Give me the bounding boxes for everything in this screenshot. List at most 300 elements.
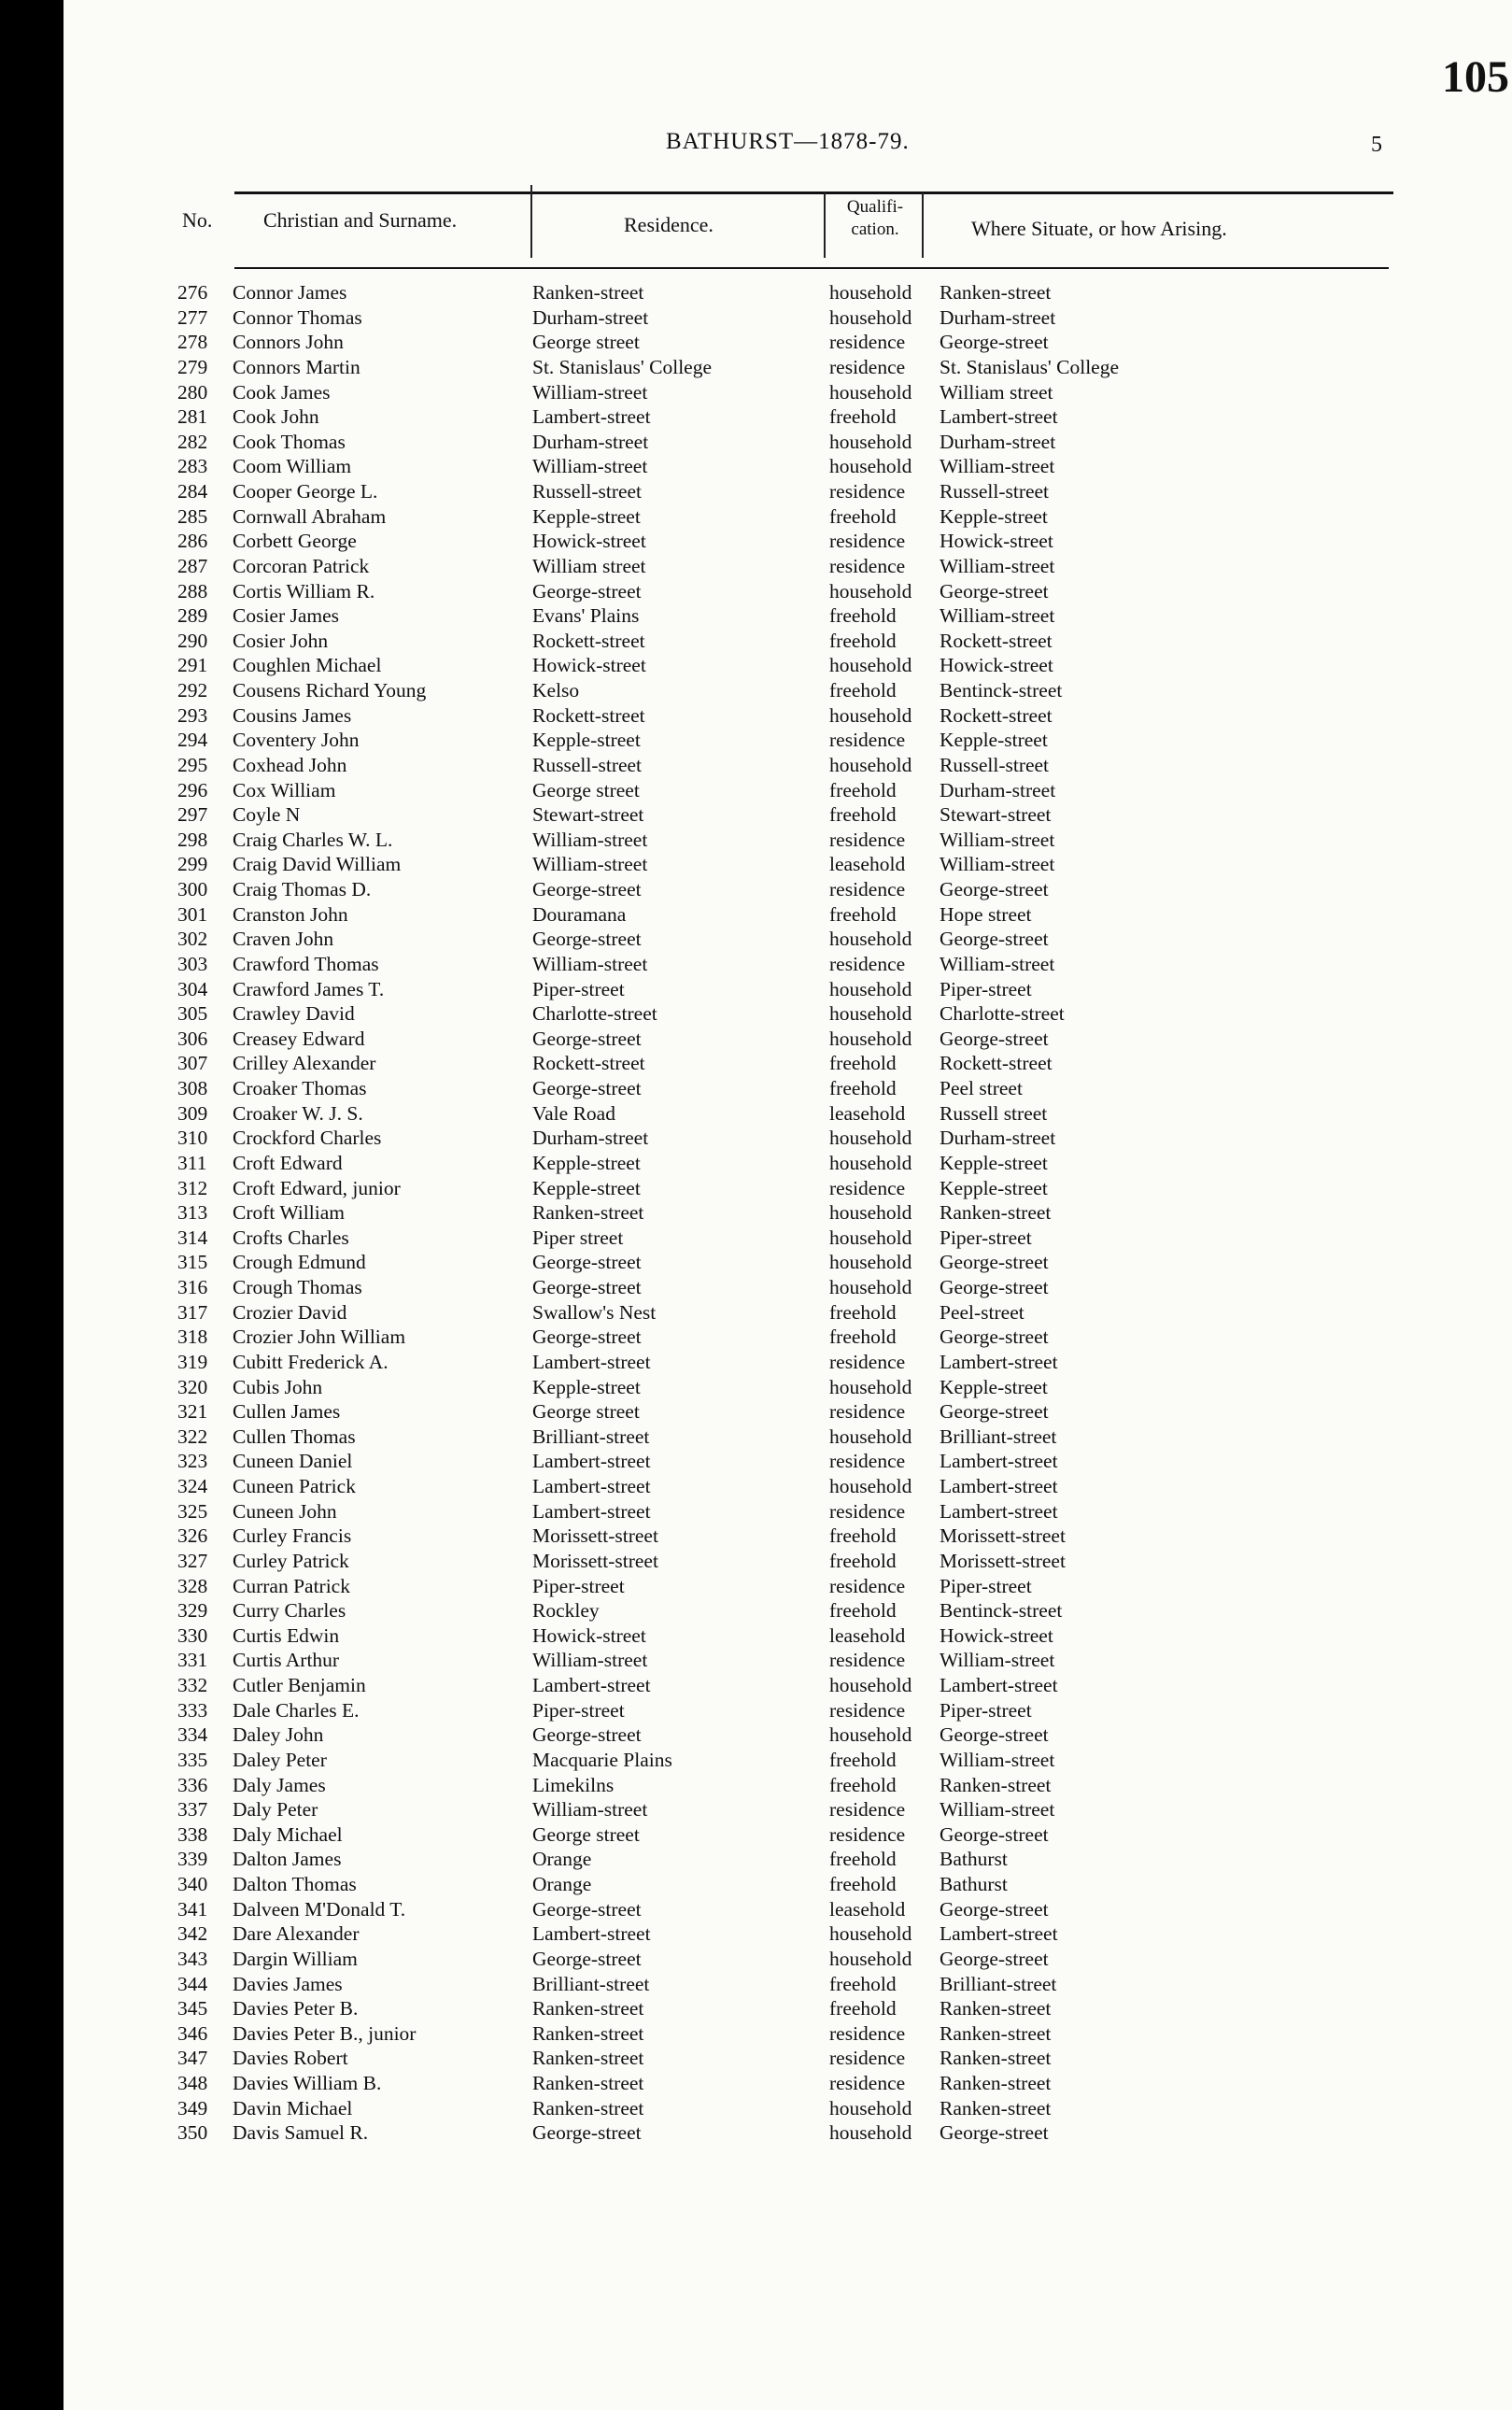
row-qualification: residence xyxy=(829,2021,906,2045)
table-row xyxy=(64,1748,1512,1773)
row-number: 297 xyxy=(177,803,208,827)
row-where-situate: Rockett-street xyxy=(940,1052,1053,1075)
table-row xyxy=(64,579,1512,604)
row-where-situate: William-street xyxy=(940,1649,1055,1672)
row-where-situate: Lambert-street xyxy=(940,1499,1058,1523)
table-row xyxy=(64,380,1512,405)
table-row xyxy=(64,1001,1512,1027)
row-where-situate: Ranken-street xyxy=(940,2047,1052,2070)
row-qualification: freehold xyxy=(829,1524,897,1548)
row-number: 332 xyxy=(177,1674,208,1696)
row-residence: Ranken-street xyxy=(532,1201,644,1225)
row-number: 284 xyxy=(177,480,208,503)
voter-list xyxy=(64,280,1512,2146)
row-number: 285 xyxy=(177,504,208,528)
row-where-situate: William-street xyxy=(940,554,1055,577)
row-name: Cutler Benjamin xyxy=(233,1674,366,1696)
table-row xyxy=(64,1126,1512,1151)
row-name: Daley Peter xyxy=(233,1748,327,1771)
row-residence: Piper-street xyxy=(532,1574,625,1597)
row-residence: Ranken-street xyxy=(532,1997,644,2020)
table-row xyxy=(64,1996,1512,2021)
row-name: Curley Francis xyxy=(233,1524,352,1548)
table-row xyxy=(64,977,1512,1002)
row-number: 279 xyxy=(177,355,208,378)
row-residence: George street xyxy=(532,1400,640,1424)
table-row xyxy=(64,653,1512,678)
row-residence: Howick-street xyxy=(532,1623,646,1647)
row-number: 329 xyxy=(177,1599,208,1623)
row-qualification: household xyxy=(829,430,912,453)
row-where-situate: Rockett-street xyxy=(940,629,1053,652)
row-residence: Morissett-street xyxy=(532,1524,658,1548)
column-divider xyxy=(530,185,532,258)
row-where-situate: Russell street xyxy=(940,1101,1048,1125)
header-qualification-line1: Qualifi- xyxy=(846,197,904,217)
row-residence: William-street xyxy=(532,853,648,876)
table-row xyxy=(64,1449,1512,1474)
row-where-situate: William street xyxy=(940,380,1053,404)
row-number: 301 xyxy=(177,902,208,926)
row-where-situate: Ranken-street xyxy=(940,1201,1052,1225)
row-number: 338 xyxy=(177,1822,208,1846)
row-name: Croaker Thomas xyxy=(233,1077,367,1099)
row-residence: George-street xyxy=(532,1947,642,1970)
row-number: 324 xyxy=(177,1475,208,1497)
row-residence: George-street xyxy=(532,579,642,602)
row-where-situate: George-street xyxy=(940,1326,1049,1349)
row-qualification: residence xyxy=(829,1649,906,1672)
row-qualification: residence xyxy=(829,480,906,503)
row-name: Davin Michael xyxy=(233,2096,353,2119)
row-residence: Kepple-street xyxy=(532,1151,641,1174)
row-qualification: residence xyxy=(829,952,906,975)
row-residence: Ranken-street xyxy=(532,281,644,304)
row-qualification: household xyxy=(829,380,912,404)
row-residence: St. Stanislaus' College xyxy=(532,355,712,378)
row-residence: Howick-street xyxy=(532,530,646,553)
row-residence: Kepple-street xyxy=(532,729,641,752)
row-where-situate: George-street xyxy=(940,878,1049,900)
row-residence: Durham-street xyxy=(532,305,649,329)
table-row xyxy=(64,703,1512,729)
row-qualification: freehold xyxy=(829,1873,897,1895)
row-qualification: residence xyxy=(829,331,906,354)
table-row xyxy=(64,454,1512,479)
table-row xyxy=(64,1574,1512,1599)
table-row xyxy=(64,1200,1512,1226)
row-name: Cortis William R. xyxy=(233,579,375,602)
row-residence: George-street xyxy=(532,928,642,951)
row-name: Cousens Richard Young xyxy=(233,679,427,702)
row-qualification: freehold xyxy=(829,1326,897,1349)
row-name: Curley Patrick xyxy=(233,1549,349,1572)
table-row xyxy=(64,603,1512,629)
row-name: Dalveen M'Donald T. xyxy=(233,1897,406,1921)
row-number: 327 xyxy=(177,1549,208,1572)
row-number: 349 xyxy=(177,2096,208,2119)
row-residence: Durham-street xyxy=(532,1127,649,1150)
header-top-rule xyxy=(234,191,1393,194)
table-row xyxy=(64,1872,1512,1897)
row-residence: Rockett-street xyxy=(532,1052,645,1075)
row-residence: George street xyxy=(532,1822,640,1846)
row-qualification: household xyxy=(829,1002,912,1026)
row-qualification: residence xyxy=(829,1400,906,1424)
row-where-situate: Ranken-street xyxy=(940,2072,1052,2094)
row-where-situate: Morissett-street xyxy=(940,1524,1066,1548)
row-name: Cuneen Patrick xyxy=(233,1475,356,1497)
row-number: 315 xyxy=(177,1251,208,1274)
row-where-situate: George-street xyxy=(940,1251,1049,1274)
table-row xyxy=(64,554,1512,579)
row-name: Craig Thomas D. xyxy=(233,878,372,900)
table-row xyxy=(64,2021,1512,2047)
row-qualification: residence xyxy=(829,828,906,851)
row-where-situate: Russell-street xyxy=(940,753,1050,776)
row-qualification: freehold xyxy=(829,902,897,926)
table-row xyxy=(64,753,1512,778)
table-row xyxy=(64,1051,1512,1076)
row-qualification: freehold xyxy=(829,1997,897,2020)
row-where-situate: Ranken-street xyxy=(940,281,1052,304)
row-where-situate: Russell-street xyxy=(940,480,1050,503)
table-row xyxy=(64,1425,1512,1450)
row-residence: Swallow's Nest xyxy=(532,1300,657,1324)
row-residence: Ranken-street xyxy=(532,2021,644,2045)
row-number: 306 xyxy=(177,1027,208,1050)
row-where-situate: George-street xyxy=(940,1400,1049,1424)
column-divider xyxy=(824,192,826,258)
row-name: Dargin William xyxy=(233,1947,358,1970)
row-qualification: residence xyxy=(829,1822,906,1846)
row-where-situate: Bentinck-street xyxy=(940,679,1063,702)
row-name: Croft William xyxy=(233,1201,345,1225)
table-row xyxy=(64,678,1512,703)
row-residence: Lambert-street xyxy=(532,405,651,429)
row-name: Connor James xyxy=(233,281,347,304)
row-number: 340 xyxy=(177,1873,208,1895)
table-row xyxy=(64,902,1512,928)
row-number: 322 xyxy=(177,1425,208,1448)
row-residence: Evans' Plains xyxy=(532,604,640,628)
row-name: Daly Peter xyxy=(233,1798,318,1822)
row-qualification: household xyxy=(829,2096,912,2119)
row-number: 311 xyxy=(177,1151,207,1174)
row-residence: George-street xyxy=(532,1326,642,1349)
row-where-situate: Rockett-street xyxy=(940,703,1053,727)
row-qualification: freehold xyxy=(829,1773,897,1796)
row-qualification: household xyxy=(829,703,912,727)
header-no: No. xyxy=(182,208,213,232)
row-where-situate: Durham-street xyxy=(940,778,1056,801)
table-row xyxy=(64,1947,1512,1972)
header-residence: Residence. xyxy=(624,213,714,236)
row-qualification: residence xyxy=(829,1798,906,1822)
row-qualification: freehold xyxy=(829,1549,897,1572)
row-name: Dalton James xyxy=(233,1848,342,1871)
row-number: 277 xyxy=(177,305,208,329)
row-name: Coughlen Michael xyxy=(233,654,382,677)
row-residence: Ranken-street xyxy=(532,2096,644,2119)
row-name: Cosier James xyxy=(233,604,340,628)
row-qualification: residence xyxy=(829,2047,906,2070)
header-qualification xyxy=(831,196,919,241)
row-qualification: household xyxy=(829,1276,912,1298)
row-qualification: household xyxy=(829,1027,912,1050)
table-row xyxy=(64,1300,1512,1326)
row-name: Crockford Charles xyxy=(233,1127,382,1150)
row-qualification: freehold xyxy=(829,1848,897,1871)
row-where-situate: George-street xyxy=(940,1276,1049,1298)
row-where-situate: Hope street xyxy=(940,902,1032,926)
row-qualification: residence xyxy=(829,530,906,553)
row-residence: Brilliant-street xyxy=(532,1972,650,1995)
row-number: 278 xyxy=(177,331,208,354)
row-residence: Ranken-street xyxy=(532,2047,644,2070)
row-qualification: residence xyxy=(829,878,906,900)
row-name: Coxhead John xyxy=(233,753,347,776)
row-name: Davis Samuel R. xyxy=(233,2121,369,2145)
table-row xyxy=(64,1598,1512,1623)
row-qualification: household xyxy=(829,1674,912,1696)
row-residence: Piper street xyxy=(532,1226,624,1249)
row-qualification: residence xyxy=(829,355,906,378)
row-name: Crawford Thomas xyxy=(233,952,379,975)
row-name: Daly James xyxy=(233,1773,326,1796)
table-row xyxy=(64,629,1512,654)
row-residence: Kepple-street xyxy=(532,1176,641,1199)
row-name: Cox William xyxy=(233,778,336,801)
row-name: Connors John xyxy=(233,331,344,354)
row-number: 292 xyxy=(177,679,208,702)
row-number: 342 xyxy=(177,1922,208,1946)
row-number: 347 xyxy=(177,2047,208,2070)
row-qualification: freehold xyxy=(829,679,897,702)
row-residence: Stewart-street xyxy=(532,803,644,827)
row-residence: George street xyxy=(532,331,640,354)
row-where-situate: Piper-street xyxy=(940,1226,1032,1249)
row-number: 350 xyxy=(177,2121,208,2145)
row-where-situate: William-street xyxy=(940,1748,1055,1771)
table-row xyxy=(64,1350,1512,1375)
row-name: Crough Edmund xyxy=(233,1251,366,1274)
row-residence: George-street xyxy=(532,1723,642,1747)
row-where-situate: George-street xyxy=(940,1897,1049,1921)
row-name: Davies William B. xyxy=(233,2072,382,2094)
table-row xyxy=(64,1822,1512,1848)
row-qualification: household xyxy=(829,1475,912,1497)
row-number: 317 xyxy=(177,1300,208,1324)
row-name: Crozier John William xyxy=(233,1326,406,1349)
table-row xyxy=(64,802,1512,828)
row-number: 304 xyxy=(177,977,208,1000)
row-qualification: household xyxy=(829,1922,912,1946)
row-name: Davies Robert xyxy=(233,2047,348,2070)
row-number: 281 xyxy=(177,405,208,429)
row-qualification: household xyxy=(829,1947,912,1970)
row-residence: Limekilns xyxy=(532,1773,615,1796)
row-residence: Lambert-street xyxy=(532,1475,651,1497)
row-name: Crough Thomas xyxy=(233,1276,362,1298)
table-row xyxy=(64,1673,1512,1698)
row-number: 316 xyxy=(177,1276,208,1298)
row-name: Crawley David xyxy=(233,1002,355,1026)
row-name: Craig David William xyxy=(233,853,402,876)
row-where-situate: Brilliant-street xyxy=(940,1425,1057,1448)
row-number: 308 xyxy=(177,1077,208,1099)
row-qualification: household xyxy=(829,455,912,478)
row-number: 333 xyxy=(177,1698,208,1722)
row-where-situate: Durham-street xyxy=(940,305,1056,329)
row-number: 339 xyxy=(177,1848,208,1871)
row-qualification: leasehold xyxy=(829,1897,906,1921)
row-qualification: freehold xyxy=(829,803,897,827)
row-name: Cooper George L. xyxy=(233,480,378,503)
row-number: 291 xyxy=(177,654,208,677)
row-name: Cullen Thomas xyxy=(233,1425,356,1448)
row-qualification: household xyxy=(829,281,912,304)
row-number: 286 xyxy=(177,530,208,553)
row-name: Cubitt Frederick A. xyxy=(233,1350,389,1373)
row-residence: Lambert-street xyxy=(532,1499,651,1523)
row-qualification: residence xyxy=(829,1450,906,1473)
row-number: 336 xyxy=(177,1773,208,1796)
row-where-situate: Lambert-street xyxy=(940,1350,1058,1373)
row-number: 307 xyxy=(177,1052,208,1075)
row-qualification: household xyxy=(829,977,912,1000)
row-qualification: residence xyxy=(829,1350,906,1373)
row-number: 290 xyxy=(177,629,208,652)
row-qualification: freehold xyxy=(829,1077,897,1099)
row-where-situate: Ranken-street xyxy=(940,1997,1052,2020)
row-number: 295 xyxy=(177,753,208,776)
row-qualification: residence xyxy=(829,2072,906,2094)
table-row xyxy=(64,1847,1512,1872)
row-name: Coventery John xyxy=(233,729,360,752)
table-row xyxy=(64,778,1512,803)
row-residence: Brilliant-street xyxy=(532,1425,650,1448)
row-name: Corbett George xyxy=(233,530,357,553)
row-number: 309 xyxy=(177,1101,208,1125)
table-row xyxy=(64,1623,1512,1649)
row-qualification: freehold xyxy=(829,1300,897,1324)
row-qualification: leasehold xyxy=(829,1623,906,1647)
table-row xyxy=(64,1375,1512,1400)
row-residence: William street xyxy=(532,554,646,577)
row-name: Curran Patrick xyxy=(233,1574,350,1597)
row-qualification: freehold xyxy=(829,405,897,429)
table-row xyxy=(64,1226,1512,1251)
table-row xyxy=(64,1499,1512,1524)
row-residence: Rockett-street xyxy=(532,629,645,652)
row-residence: Howick-street xyxy=(532,654,646,677)
row-number: 305 xyxy=(177,1002,208,1026)
row-residence: George-street xyxy=(532,1251,642,1274)
table-row xyxy=(64,2096,1512,2121)
row-name: Cook James xyxy=(233,380,331,404)
table-row xyxy=(64,1524,1512,1549)
row-name: Croft Edward xyxy=(233,1151,343,1174)
table-row xyxy=(64,1176,1512,1201)
row-where-situate: George-street xyxy=(940,1027,1049,1050)
row-qualification: residence xyxy=(829,1574,906,1597)
table-row xyxy=(64,1250,1512,1275)
table-row xyxy=(64,479,1512,504)
row-name: Cosier John xyxy=(233,629,329,652)
row-qualification: household xyxy=(829,579,912,602)
row-qualification: household xyxy=(829,305,912,329)
row-residence: Lambert-street xyxy=(532,1674,651,1696)
row-residence: George-street xyxy=(532,2121,642,2145)
row-name: Dare Alexander xyxy=(233,1922,360,1946)
row-number: 313 xyxy=(177,1201,208,1225)
row-residence: Kepple-street xyxy=(532,1375,641,1398)
row-where-situate: George-street xyxy=(940,1723,1049,1747)
row-where-situate: Bentinck-street xyxy=(940,1599,1063,1623)
header-qualification-line2: cation. xyxy=(851,220,899,239)
row-qualification: freehold xyxy=(829,1599,897,1623)
row-qualification: freehold xyxy=(829,1748,897,1771)
row-residence: Charlotte-street xyxy=(532,1002,657,1026)
row-residence: Lambert-street xyxy=(532,1350,651,1373)
row-name: Cornwall Abraham xyxy=(233,504,387,528)
row-residence: Russell-street xyxy=(532,753,643,776)
row-qualification: leasehold xyxy=(829,1101,906,1125)
header-bottom-rule xyxy=(234,267,1389,269)
table-row xyxy=(64,877,1512,902)
column-divider xyxy=(922,192,924,258)
row-name: Cuneen Daniel xyxy=(233,1450,353,1473)
row-residence: Russell-street xyxy=(532,480,643,503)
table-row xyxy=(64,1027,1512,1052)
row-residence: George-street xyxy=(532,1077,642,1099)
row-qualification: residence xyxy=(829,1176,906,1199)
row-name: Connors Martin xyxy=(233,355,360,378)
row-residence: William-street xyxy=(532,380,648,404)
row-number: 345 xyxy=(177,1997,208,2020)
table-row xyxy=(64,404,1512,430)
row-where-situate: William-street xyxy=(940,952,1055,975)
row-qualification: freehold xyxy=(829,504,897,528)
row-where-situate: Howick-street xyxy=(940,1623,1053,1647)
row-number: 303 xyxy=(177,952,208,975)
row-name: Crawford James T. xyxy=(233,977,385,1000)
row-number: 296 xyxy=(177,778,208,801)
row-name: Cuneen John xyxy=(233,1499,337,1523)
row-qualification: freehold xyxy=(829,629,897,652)
row-where-situate: George-street xyxy=(940,1947,1049,1970)
row-qualification: freehold xyxy=(829,1052,897,1075)
row-qualification: household xyxy=(829,1375,912,1398)
row-number: 312 xyxy=(177,1176,208,1199)
table-row xyxy=(64,355,1512,380)
row-name: Curtis Edwin xyxy=(233,1623,340,1647)
row-name: Cook John xyxy=(233,405,319,429)
row-residence: Morissett-street xyxy=(532,1549,658,1572)
row-residence: William-street xyxy=(532,1798,648,1822)
row-name: Croaker W. J. S. xyxy=(233,1101,363,1125)
row-number: 280 xyxy=(177,380,208,404)
row-qualification: household xyxy=(829,654,912,677)
row-number: 341 xyxy=(177,1897,208,1921)
row-number: 299 xyxy=(177,853,208,876)
row-number: 282 xyxy=(177,430,208,453)
header-where: Where Situate, or how Arising. xyxy=(971,217,1227,240)
row-number: 344 xyxy=(177,1972,208,1995)
table-row xyxy=(64,728,1512,753)
row-number: 343 xyxy=(177,1947,208,1970)
